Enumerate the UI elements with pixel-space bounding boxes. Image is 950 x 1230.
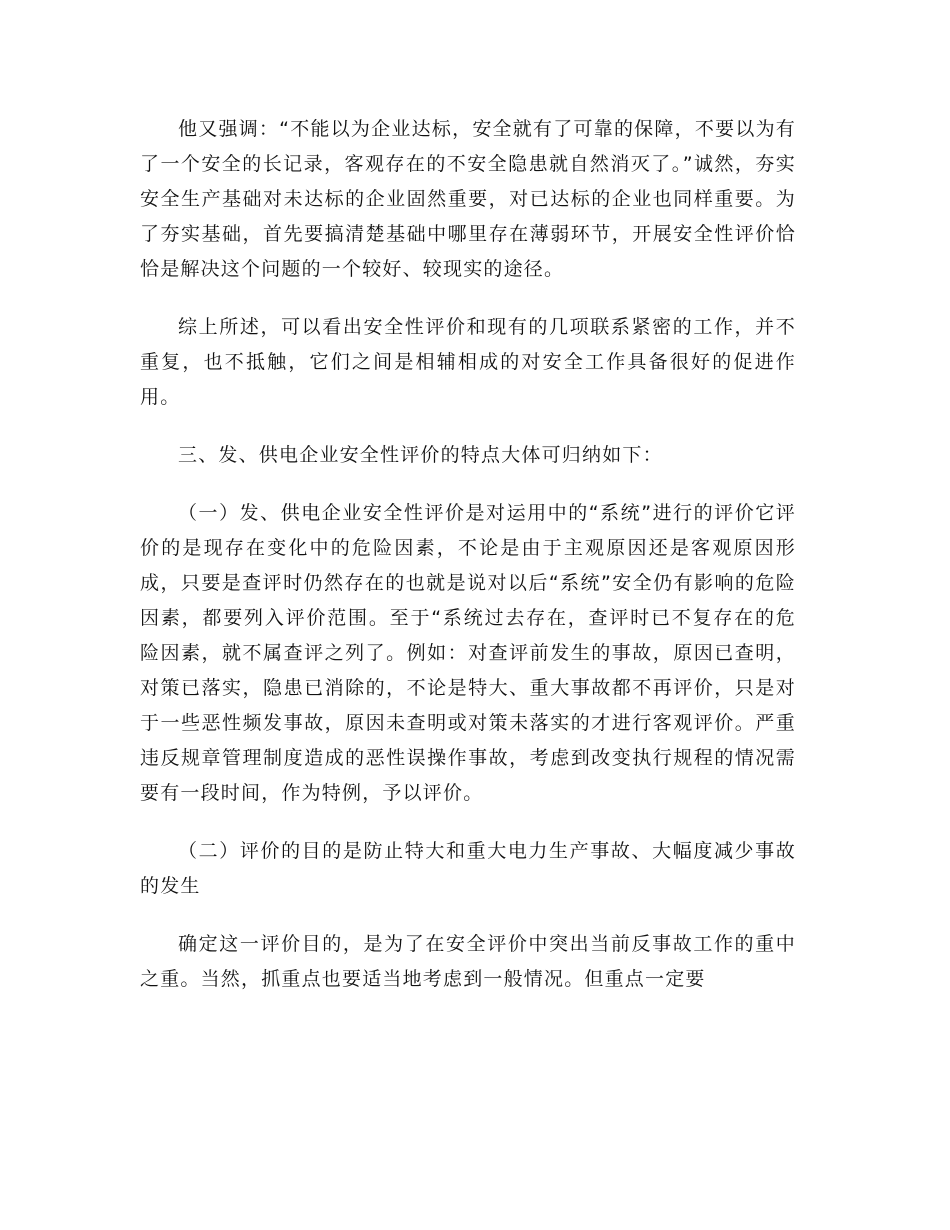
- document-body: [140, 112, 796, 1020]
- paragraph-summary: 综上所述，可以看出安全性评价和现有的几项联系紧密的工作，并不重复，也不抵触，它们之间是相辅相成的对安全工作具备很好的促进作用。: [140, 316, 796, 408]
- paragraph-feature-one: （一）发、供电企业安全性评价是对运用中的“系统”进行的评价它评价的是现存在变化中的危险因素，不论是由于主观原因还是客观原因形成，只要是查评时仍然存在的也就是说对以后“系统”安全仍有影响的危险因素，都要列入评价范围。至于“系统过去存在，查评时已不复存在的危险因素，就不属查评之列了。例如：对查评前发生的事故，原因已查明，对策已落实，隐患已消除的，不论是特大、重大事故都不再评价，只是对于一些恶性频发事故，原因未查明或对策未落实的才进行客观评价。严重违反规章管理制度造成的恶性误操作事故，考虑到改变执行规程的情况需要有一段时间，作为特例，予以评价。: [140, 502, 796, 804]
- paragraph-emphasis: 他又强调：“不能以为企业达标，安全就有了可靠的保障，不要以为有了一个安全的长记录，客观存在的不安全隐患就自然消灭了。”诚然，夯实安全生产基础对未达标的企业固然重要，对已达标的企业也同样重要。为了夯实基础，首先要搞清楚基础中哪里存在薄弱环节，开展安全性评价恰恰是解决这个问题的一个较好、较现实的途径。: [140, 118, 796, 280]
- paragraph-feature-two: （二）评价的目的是防止特大和重大电力生产事故、大幅度减少事故的发生: [140, 840, 796, 897]
- paragraph-purpose: 确定这一评价目的，是为了在安全评价中突出当前反事故工作的重中之重。当然，抓重点也要适当地考虑到一般情况。但重点一定要: [140, 933, 796, 990]
- section-heading-features: 三、发、供电企业安全性评价的特点大体可归纳如下：: [178, 444, 663, 466]
